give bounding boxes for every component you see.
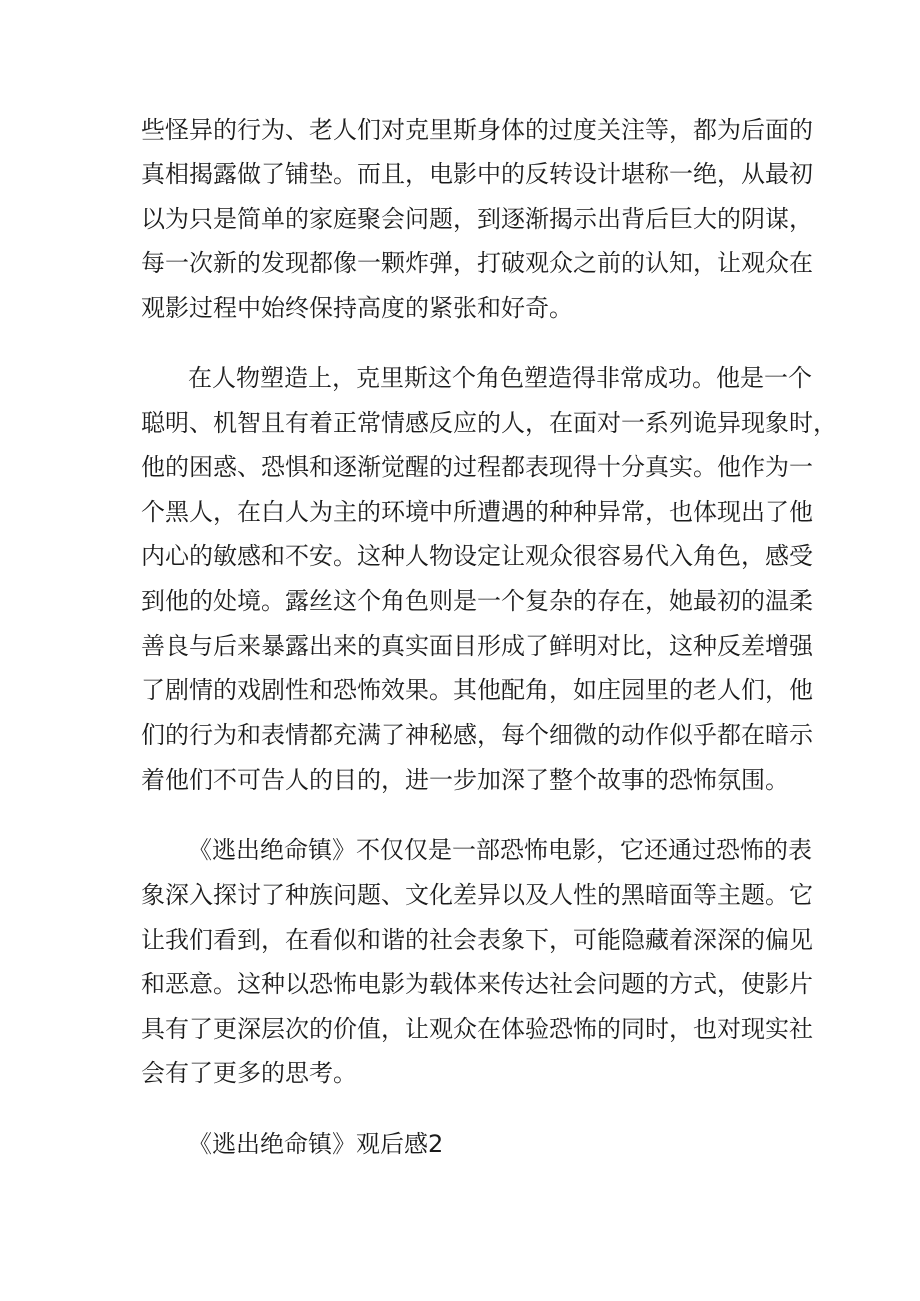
text-line: 他的困惑、恐惧和逐渐觉醒的过程都表现得十分真实。他作为一 [141,453,813,481]
text-line: 善良与后来暴露出来的真实面目形成了鲜明对比，这种反差增强 [141,632,813,660]
text-line: 们的行为和表情都充满了神秘感，每个细微的动作似乎都在暗示 [141,721,813,749]
text-line: 象深入探讨了种族问题、文化差异以及人性的黑暗面等主题。它 [141,881,813,909]
paragraph-first-line: 《逃出绝命镇》不仅仅是一部恐怖电影，它还通过恐怖的表 [188,836,812,864]
text-line: 和恶意。这种以恐怖电影为载体来传达社会问题的方式，使影片 [141,970,813,998]
section-heading: 《逃出绝命镇》观后感2 [188,1130,444,1158]
text-line: 让我们看到，在看似和谐的社会表象下，可能隐藏着深深的偏见 [141,926,813,954]
text-line: 观影过程中始终保持高度的紧张和好奇。 [141,294,573,322]
text-line: 些怪异的行为、老人们对克里斯身体的过度关注等，都为后面的 [141,116,813,144]
text-line: 内心的敏感和不安。这种人物设定让观众很容易代入角色，感受 [141,542,813,570]
text-line: 着他们不可告人的目的，进一步加深了整个故事的恐怖氛围。 [141,766,789,794]
text-line: 到他的处境。露丝这个角色则是一个复杂的存在，她最初的温柔 [141,587,813,615]
text-line: 每一次新的发现都像一颗炸弹，打破观众之前的认知，让观众在 [141,249,813,277]
paragraph-first-line: 在人物塑造上，克里斯这个角色塑造得非常成功。他是一个 [188,364,812,392]
text-line: 真相揭露做了铺垫。而且，电影中的反转设计堪称一绝，从最初 [141,160,813,188]
text-line: 了剧情的戏剧性和恐怖效果。其他配角，如庄园里的老人们，他 [141,676,813,704]
text-line: 聪明、机智且有着正常情感反应的人，在面对一系列诡异现象时， [141,409,837,437]
text-line: 会有了更多的思考。 [141,1059,357,1087]
text-line: 个黑人，在白人为主的环境中所遭遇的种种异常，也体现出了他 [141,498,813,526]
text-line: 具有了更深层次的价值，让观众在体验恐怖的同时，也对现实社 [141,1015,813,1043]
text-line: 以为只是简单的家庭聚会问题，到逐渐揭示出背后巨大的阴谋， [141,205,813,233]
